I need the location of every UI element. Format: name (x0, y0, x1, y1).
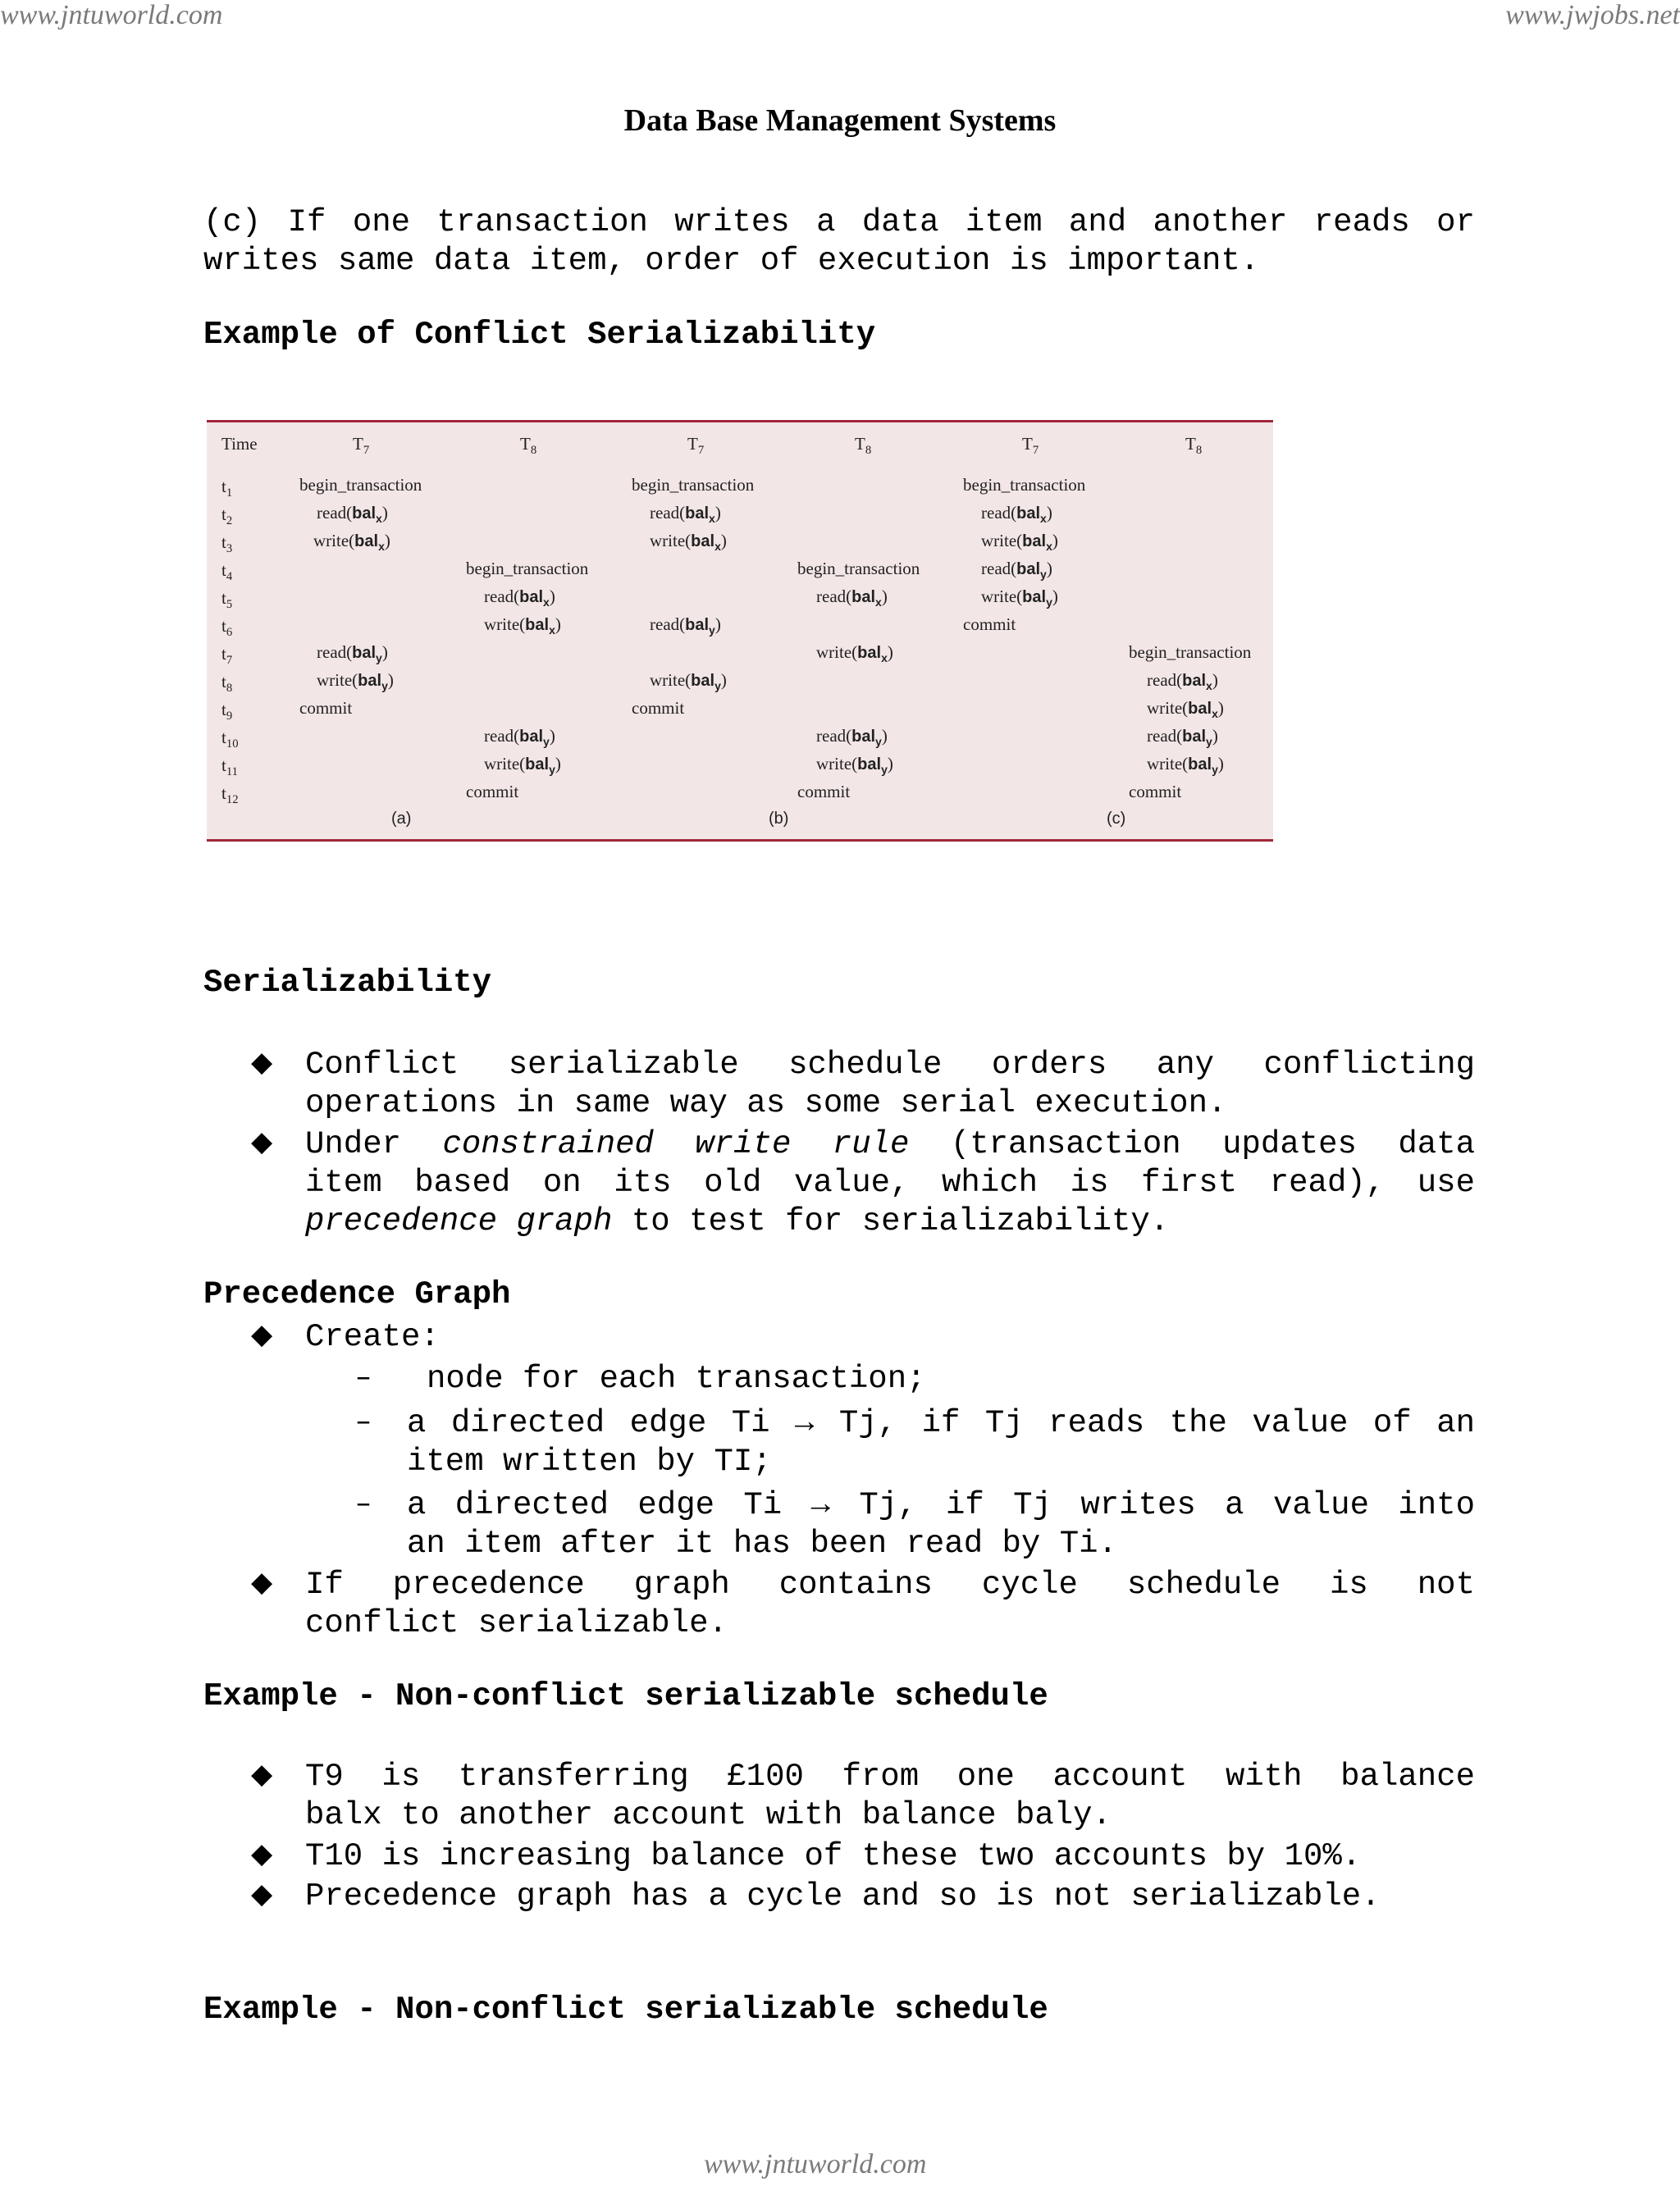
serializability-b2-line3 (305, 1203, 1169, 1241)
bullet-diamond-icon: ◆ (251, 1878, 273, 1910)
figure-time: $t_1$ (221, 477, 233, 500)
watermark-top-right: www.jwjobs.net (1505, 0, 1680, 30)
figure-op: begin_transaction (963, 475, 1086, 495)
figure-time: $t_7$ (221, 644, 233, 668)
figure-time: $t_{11}$ (221, 755, 238, 779)
figure-col-header: $T_7$ (687, 434, 705, 458)
figure-op: read(bal$_y$) (650, 614, 721, 637)
section-heading-serializability: Serializability (203, 965, 492, 1001)
nonconflict-b3: Precedence graph has a cycle and so is not serializable. (305, 1878, 1381, 1914)
text-rule-rest: (transaction updates data (950, 1126, 1475, 1162)
figure-op: read(bal$_x$) (650, 503, 721, 525)
figure-op: read(bal$_y$) (816, 726, 888, 748)
page-title: Data Base Management Systems (623, 103, 1057, 138)
schedule-figure (207, 420, 1273, 842)
bullet-diamond-icon: ◆ (251, 1758, 273, 1791)
serializability-b2-line1 (305, 1125, 1475, 1164)
bullet-diamond-icon: ◆ (251, 1566, 273, 1599)
bullet-diamond-icon: ◆ (251, 1046, 273, 1079)
figure-op: read(bal$_x$) (981, 503, 1052, 525)
figure-op: write(bal$_x$) (1147, 698, 1224, 720)
figure-op: read(bal$_y$) (981, 559, 1052, 581)
figure-time: $t_3$ (221, 532, 233, 556)
precedence-d2-line2: item written by TI; (407, 1444, 772, 1480)
figure-col-header: $T_7$ (1022, 434, 1039, 458)
section-heading-nonconflict: Example - Non-conflict serializable schedule (203, 1678, 1048, 1714)
figure-caption-a: (a) (391, 810, 412, 828)
serializability-b2-line2: item based on its old value, which is first read), use (305, 1165, 1475, 1201)
figure-op: write(bal$_x$) (650, 531, 727, 553)
figure-op: read(bal$_y$) (1147, 726, 1218, 748)
precedence-b-line2: conflict serializable. (305, 1605, 728, 1641)
intro-line-1: (c) If one transaction writes a data item and another reads or (203, 204, 1475, 240)
section-heading-precedence: Precedence Graph (203, 1276, 511, 1312)
section-heading-example: Example of Conflict Serializability (203, 317, 876, 353)
precedence-d1: node for each transaction; (427, 1361, 926, 1397)
figure-op: read(bal$_y$) (317, 642, 388, 664)
figure-op: commit (797, 782, 851, 801)
figure-op: commit (466, 782, 519, 801)
figure-time: $t_5$ (221, 588, 233, 612)
figure-op: begin_transaction (632, 475, 755, 495)
figure-caption-c: (c) (1107, 810, 1126, 828)
bullet-diamond-icon: ◆ (251, 1837, 273, 1870)
precedence-d3-line1: a directed edge Ti → Tj, if Tj writes a value into (407, 1487, 1475, 1523)
figure-time: $t_{12}$ (221, 783, 239, 807)
figure-op: begin_transaction (797, 559, 920, 578)
dash-icon: – (356, 1360, 371, 1394)
figure-op: write(bal$_y$) (981, 586, 1058, 609)
figure-col-header: $T_8$ (855, 434, 872, 458)
figure-op: write(bal$_y$) (650, 670, 727, 692)
figure-caption-b: (b) (769, 810, 789, 828)
bullet-diamond-icon: ◆ (251, 1318, 273, 1351)
figure-col-header: $T_8$ (520, 434, 537, 458)
figure-op: write(bal$_y$) (484, 754, 561, 776)
serializability-b1-line2: operations in same way as some serial execution. (305, 1085, 1227, 1121)
figure-op: commit (632, 698, 685, 718)
figure-time: $t_{10}$ (221, 728, 239, 751)
figure-op: read(bal$_x$) (816, 586, 888, 609)
figure-op: write(bal$_x$) (816, 642, 893, 664)
figure-time-label: Time (221, 434, 258, 454)
figure-op: write(bal$_x$) (981, 531, 1058, 553)
precedence-create: Create: (305, 1319, 440, 1355)
intro-line-2: writes same data item, order of execution is important. (203, 243, 1260, 279)
text-constrained-write-rule: constrained write rule (442, 1126, 910, 1162)
nonconflict-b1-line2: balx to another account with balance baly. (305, 1797, 1112, 1833)
figure-op: begin_transaction (1129, 642, 1252, 662)
figure-time: $t_4$ (221, 560, 233, 584)
figure-op: read(bal$_y$) (484, 726, 555, 748)
dash-icon: – (356, 1404, 371, 1438)
figure-op: begin_transaction (299, 475, 422, 495)
figure-op: write(bal$_y$) (317, 670, 394, 692)
figure-op: write(bal$_y$) (1147, 754, 1224, 776)
nonconflict-b2: T10 is increasing balance of these two accounts by 10%. (305, 1838, 1362, 1874)
precedence-d3-line2: an item after it has been read by Ti. (407, 1526, 1117, 1562)
figure-op: write(bal$_y$) (816, 754, 893, 776)
watermark-top-left: www.jntuworld.com (0, 0, 223, 30)
figure-time: $t_9$ (221, 700, 233, 723)
text-under: Under (305, 1126, 402, 1162)
figure-col-header: $T_7$ (353, 434, 370, 458)
nonconflict-b1-line1: T9 is transferring £100 from one account with balance (305, 1759, 1475, 1795)
bullet-diamond-icon: ◆ (251, 1125, 273, 1158)
figure-time: $t_6$ (221, 616, 233, 640)
figure-op: begin_transaction (466, 559, 589, 578)
watermark-bottom: www.jntuworld.com (704, 2149, 927, 2179)
figure-op: commit (963, 614, 1016, 634)
figure-op: write(bal$_x$) (313, 531, 390, 553)
section-heading-nonconflict-2: Example - Non-conflict serializable schedule (203, 1992, 1048, 2028)
figure-col-header: $T_8$ (1185, 434, 1203, 458)
figure-op: read(bal$_x$) (317, 503, 388, 525)
dash-icon: – (356, 1486, 371, 1520)
figure-op: write(bal$_x$) (484, 614, 561, 637)
figure-op: read(bal$_x$) (484, 586, 555, 609)
figure-op: read(bal$_x$) (1147, 670, 1218, 692)
figure-time: $t_2$ (221, 504, 233, 528)
figure-op: commit (1129, 782, 1182, 801)
figure-time: $t_8$ (221, 672, 233, 696)
serializability-b1-line1: Conflict serializable schedule orders any conflicting (305, 1047, 1475, 1083)
text-precedence-graph: precedence graph (305, 1203, 613, 1239)
precedence-b-line1: If precedence graph contains cycle schedule is not (305, 1567, 1475, 1603)
precedence-d2-line1: a directed edge Ti → Tj, if Tj reads the value of an (407, 1405, 1475, 1441)
figure-op: commit (299, 698, 353, 718)
text-graph-tail: to test for serializability. (631, 1203, 1170, 1239)
